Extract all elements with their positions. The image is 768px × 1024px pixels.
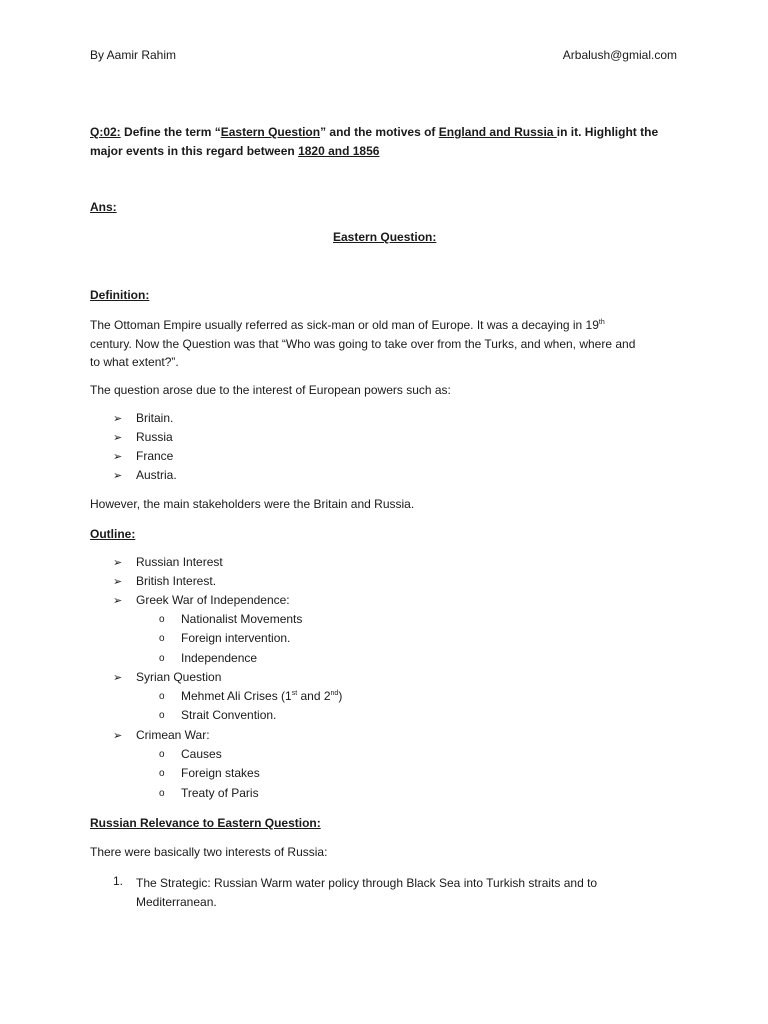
arrow-bullet-icon: ➢ (113, 432, 123, 444)
list-item: Causes (181, 747, 222, 761)
circle-bullet-icon: o (159, 749, 165, 760)
list-item (181, 689, 342, 703)
list-item-text: and 2 (297, 689, 331, 703)
list-item: Treaty of Paris (181, 786, 259, 800)
list-item: Syrian Question (136, 670, 222, 684)
question-term: Eastern Question (220, 125, 321, 139)
circle-bullet-icon: o (159, 691, 165, 702)
question-number: Q:02: (90, 125, 121, 139)
arrow-bullet-icon: ➢ (113, 730, 123, 742)
list-item: Russia (136, 430, 173, 444)
numbered-item-marker: 1. (113, 874, 124, 888)
list-item: Foreign stakes (181, 766, 260, 780)
list-item: British Interest. (136, 574, 217, 588)
circle-bullet-icon: o (159, 710, 165, 721)
arrow-bullet-icon: ➢ (113, 576, 123, 588)
definition-text: to what extent?”. (90, 355, 179, 369)
outline-heading: Outline: (90, 527, 136, 541)
question-text (90, 123, 680, 160)
list-item: Strait Convention. (181, 708, 277, 722)
list-item: Foreign intervention. (181, 631, 291, 645)
arrow-bullet-icon: ➢ (113, 451, 123, 463)
question-part: in it. Highlight the (556, 125, 659, 139)
circle-bullet-icon: o (159, 653, 165, 664)
list-item: Crimean War: (136, 728, 210, 742)
numbered-item (136, 874, 597, 911)
definition-text: The Ottoman Empire usually referred as sick-man or old man of Europe. It was a decaying in 19 (90, 318, 599, 332)
arrow-bullet-icon: ➢ (113, 595, 123, 607)
question-years: 1820 and 1856 (298, 143, 380, 158)
superscript: th (598, 319, 605, 326)
question-parties: England and Russia (438, 125, 557, 139)
author-name: By Aamir Rahim (90, 48, 177, 62)
section-title: Eastern Question: (333, 230, 437, 244)
definition-text: century. Now the Question was that “Who was going to take over from the Turks, and when, where and (90, 336, 636, 351)
numbered-item-text: The Strategic: Russian Warm water policy through Black Sea into Turkish straits and to (136, 876, 598, 890)
definition-paragraph (90, 316, 680, 372)
stakeholders-text: However, the main stakeholders were the Britain and Russia. (90, 497, 415, 511)
russian-relevance-intro: There were basically two interests of Russia: (90, 845, 328, 859)
list-item: Austria. (136, 468, 177, 482)
list-item: Greek War of Independence: (136, 593, 290, 607)
powers-intro: The question arose due to the interest of European powers such as: (90, 383, 451, 397)
numbered-item-text: Mediterranean. (136, 894, 217, 909)
author-email: Arbalush@gmial.com (562, 48, 677, 62)
question-part: Define the term “ (120, 125, 221, 139)
answer-label: Ans: (90, 200, 117, 214)
list-item: Russian Interest (136, 555, 223, 569)
superscript: nd (330, 690, 339, 697)
list-item: Nationalist Movements (181, 612, 303, 626)
list-item-text: ) (338, 689, 343, 703)
list-item: Independence (181, 651, 258, 665)
russian-relevance-heading: Russian Relevance to Eastern Question: (90, 816, 321, 830)
definition-heading: Definition: (90, 288, 150, 302)
arrow-bullet-icon: ➢ (113, 413, 123, 425)
superscript: st (291, 690, 298, 697)
list-item: Britain. (136, 411, 174, 425)
circle-bullet-icon: o (159, 614, 165, 625)
list-item: France (136, 449, 174, 463)
circle-bullet-icon: o (159, 768, 165, 779)
circle-bullet-icon: o (159, 633, 165, 644)
question-part: ” and the motives of (320, 125, 439, 139)
list-item-text: Mehmet Ali Crises (1 (181, 689, 292, 703)
circle-bullet-icon: o (159, 788, 165, 799)
arrow-bullet-icon: ➢ (113, 557, 123, 569)
question-part: major events in this regard between (90, 143, 299, 158)
arrow-bullet-icon: ➢ (113, 672, 123, 684)
arrow-bullet-icon: ➢ (113, 470, 123, 482)
